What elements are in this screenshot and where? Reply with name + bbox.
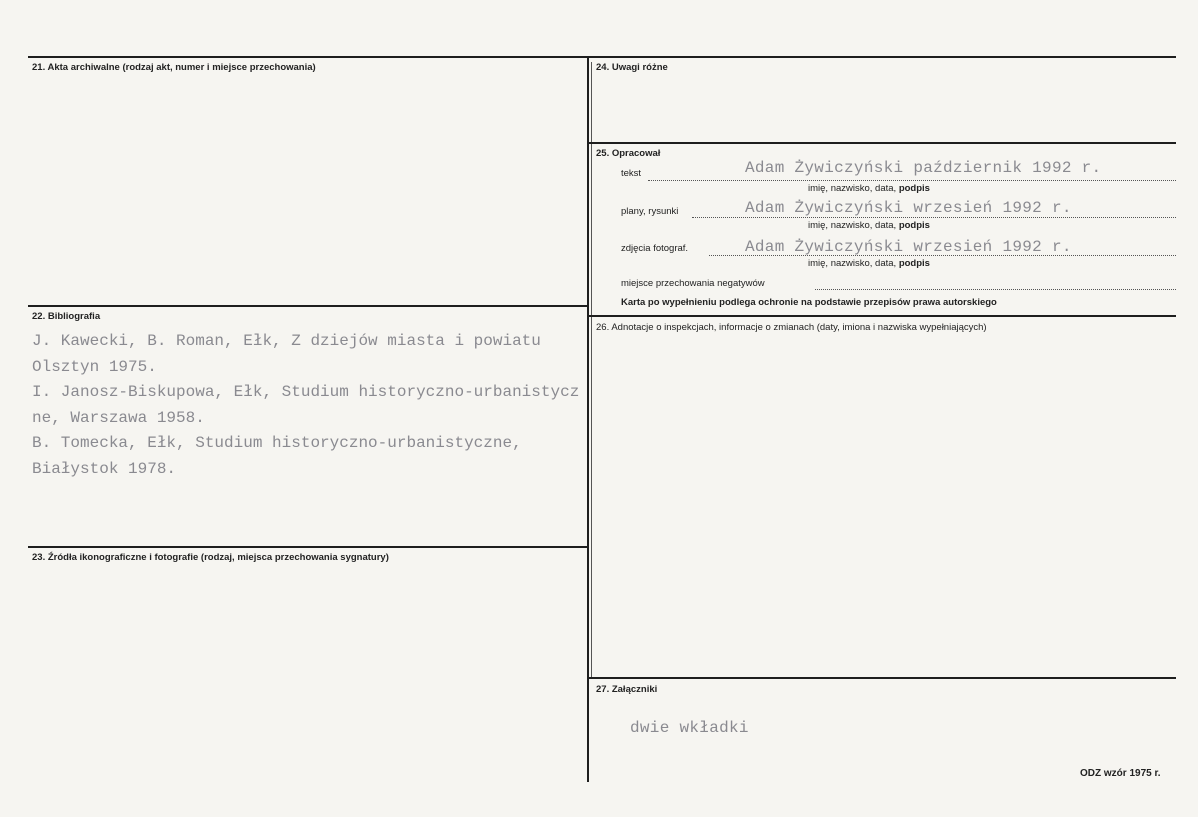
field-24-label: 24. Uwagi różne [596,62,668,73]
field-25-label: 25. Opracował [596,148,661,159]
field-27-label: 27. Załączniki [596,684,658,695]
negatywy-label: miejsce przechowania negatywów [621,278,765,289]
bibliography-line: I. Janosz-Biskupowa, Ełk, Studium historyczno-urbanistycz [32,383,580,401]
bibliography-line: B. Tomecka, Ełk, Studium historyczno-urbanistyczne, [32,434,522,452]
caption-bold: podpis [898,258,930,269]
zdjecia-caption [808,258,930,269]
caption-text: imię, nazwisko, data, [808,258,899,269]
tekst-caption [808,183,930,194]
zdjecia-value: Adam Żywiczyński wrzesień 1992 r. [745,238,1072,256]
field-21-label: 21. Akta archiwalne (rodzaj akt, numer i miejsce przechowania) [32,62,316,73]
attachments-value: dwie wkładki [630,719,749,737]
tekst-label: tekst [621,168,642,179]
center-divider [587,57,589,782]
bibliography-line: Białystok 1978. [32,459,177,478]
bibliography-line: Olsztyn 1975. [32,357,157,376]
right-divider-inner [591,62,592,678]
form-footer: ODZ wzór 1975 r. [1080,768,1161,779]
divider-26-27 [589,677,1176,679]
field-26-label: 26. Adnotacje o inspekcjach, informacje o zmianach (daty, imiona i nazwiska wypełniających) [596,322,987,333]
field-23-label: 23. Źródła ikonograficzne i fotografie (rodzaj, miejsca przechowania sygnatury) [32,552,389,563]
divider-25-26 [589,315,1176,317]
plany-dotted-line [692,217,1176,218]
caption-text: imię, nazwisko, data, [808,220,899,231]
copyright-note: Karta po wypełnieniu podlega ochronie na podstawie przepisów prawa autorskiego [621,297,997,308]
plany-caption [808,220,930,231]
bibliography-text [32,329,579,482]
field-22-label: 22. Bibliografia [32,311,101,322]
caption-text: imię, nazwisko, data, [808,183,899,194]
bibliography-line: J. Kawecki, B. Roman, Ełk, Z dziejów miasta i powiatu [32,332,541,350]
divider-21-22 [28,305,587,307]
bibliography-line: ne, Warszawa 1958. [32,408,205,427]
tekst-value: Adam Żywiczyński październik 1992 r. [745,159,1102,177]
divider-22-23 [28,546,587,548]
divider-24-25 [589,142,1176,144]
plany-value: Adam Żywiczyński wrzesień 1992 r. [745,199,1072,217]
top-border [28,56,1176,58]
negatywy-dotted-line [815,289,1176,290]
tekst-dotted-line [648,180,1176,181]
caption-bold: podpis [898,220,930,231]
zdjecia-label: zdjęcia fotograf. [621,243,689,254]
plany-label: plany, rysunki [621,206,679,217]
caption-bold: podpis [898,183,930,194]
